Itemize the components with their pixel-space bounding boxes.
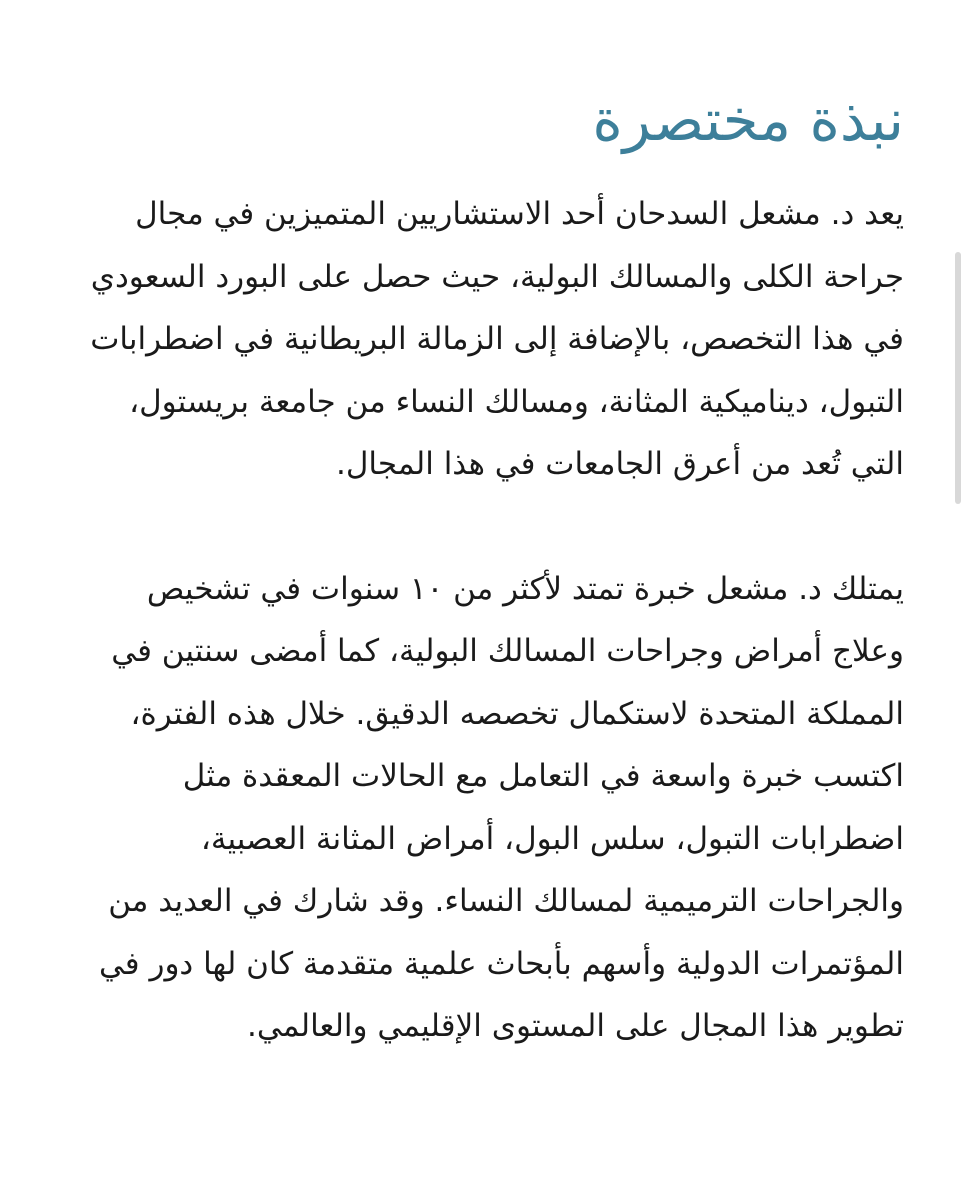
- scrollbar[interactable]: [955, 252, 961, 504]
- page-title: نبذة مختصرة: [592, 86, 904, 154]
- content-area: [78, 80, 904, 1058]
- bio-paragraph-2: يمتلك د. مشعل خبرة تمتد لأكثر من ١٠ سنوات في تشخيص وعلاج أمراض وجراحات المسالك البولية، كما أمضى سنتين في المملكة المتحدة لاستكمال تخصصه الدقيق. خلال هذه الفترة، اكتسب خبرة واسعة في التعامل مع الحالات المعقدة مثل اضطرابات التبول، سلس البول، أمراض المثانة العصبية، والجراحات الترميمية لمسالك النساء. وقد شارك في العديد من المؤتمرات الدولية وأسهم بأبحاث علمية متقدمة كان لها دور في تطوير هذا المجال على المستوى الإقليمي والعالمي.: [98, 570, 904, 1044]
- bio-paragraph-1: يعد د. مشعل السدحان أحد الاستشاريين المتميزين في مجال جراحة الكلى والمسالك البولية، حيث حصل على البورد السعودي في هذا التخصص، بالإضافة إلى الزمالة البريطانية في اضطرابات التبول، ديناميكية المثانة، ومسالك النساء من جامعة بريستول، التي تُعد من أعرق الجامعات في هذا المجال.: [90, 196, 904, 482]
